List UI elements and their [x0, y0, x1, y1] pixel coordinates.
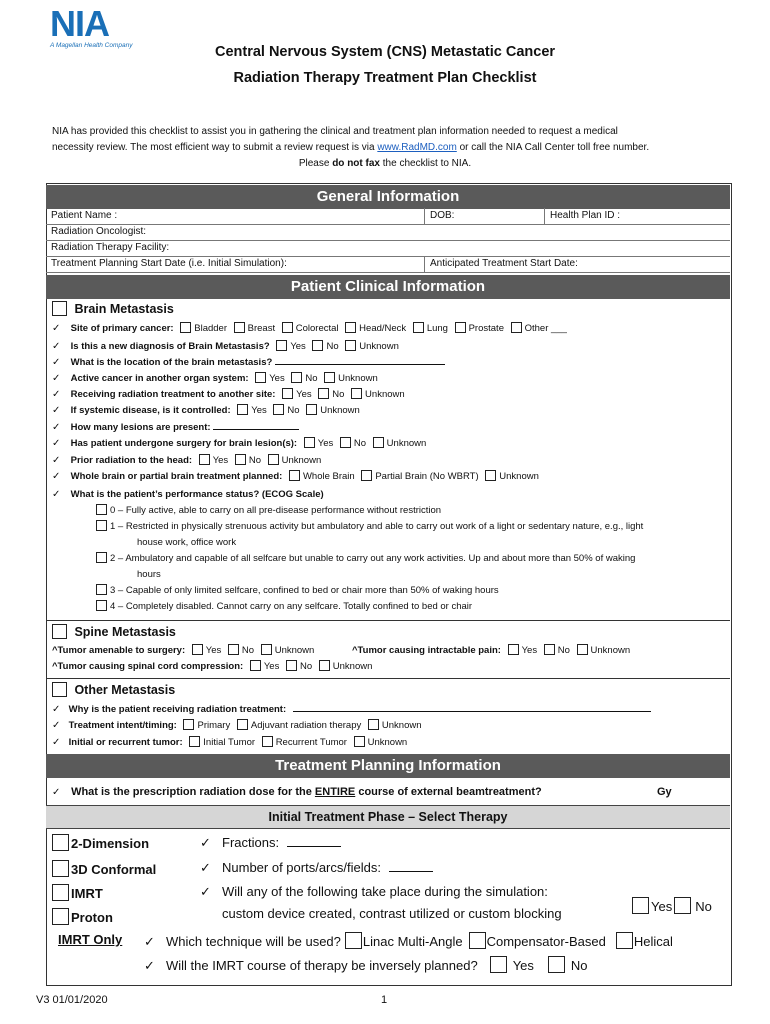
unknown-checkbox[interactable] — [485, 470, 496, 481]
unknown-label: Unknown — [338, 373, 378, 384]
no-label: No — [287, 405, 300, 416]
initial-tumor-checkbox[interactable] — [189, 736, 200, 747]
no-checkbox[interactable] — [312, 340, 323, 351]
partial-brain-label: Partial Brain (No WBRT) — [375, 471, 479, 482]
3d-conformal-checkbox[interactable] — [52, 860, 69, 877]
fractions-row — [200, 835, 341, 851]
bladder-checkbox[interactable] — [180, 322, 191, 333]
intro-line1: NIA has provided this checklist to assist you in gathering the clinical and treatment plan information needed to request a medical — [52, 126, 618, 137]
check-icon: ✓ — [52, 471, 61, 482]
yes-checkbox[interactable] — [304, 437, 315, 448]
location-input[interactable] — [275, 364, 445, 365]
brain-metastasis-label: Brain Metastasis — [74, 302, 174, 316]
dob-field[interactable]: DOB: — [424, 208, 544, 224]
no-label: No — [695, 899, 712, 914]
spine-metastasis-label: Spine Metastasis — [74, 625, 176, 639]
patient-name-field[interactable]: Patient Name : — [51, 210, 118, 221]
intent-question: Treatment intent/timing: — [68, 720, 177, 731]
simulation-options — [632, 897, 712, 914]
receiving-radiation-question: Receiving radiation treatment to another site: — [70, 389, 276, 400]
unknown-checkbox[interactable] — [324, 372, 335, 383]
prostate-label: Prostate — [468, 323, 504, 334]
other-site-label: Other ___ — [524, 323, 567, 334]
check-icon: ✓ — [52, 720, 61, 731]
unknown-label: Unknown — [590, 645, 631, 656]
check-icon: ✓ — [52, 323, 61, 334]
location-question: What is the location of the brain metastasis? — [70, 357, 273, 368]
intro-line3-post: the checklist to NIA. — [379, 158, 472, 169]
receiving-radiation-row — [52, 387, 405, 403]
no-checkbox[interactable] — [228, 644, 239, 655]
3d-conformal-label: 3D Conformal — [71, 862, 157, 877]
helical-checkbox[interactable] — [616, 932, 633, 949]
whole-brain-question: Whole brain or partial brain treatment planned: — [70, 471, 283, 482]
intro-paragraph — [52, 124, 718, 172]
yes-checkbox[interactable] — [632, 897, 649, 914]
location-row — [52, 355, 445, 371]
radmd-link[interactable]: www.RadMD.com — [377, 142, 457, 153]
check-icon: ✓ — [200, 835, 211, 850]
initial-recurrent-row — [52, 735, 407, 751]
no-checkbox[interactable] — [286, 660, 297, 671]
check-icon: ✓ — [52, 341, 61, 352]
check-icon: ✓ — [52, 455, 61, 466]
spine-metastasis-checkbox[interactable] — [52, 624, 67, 639]
no-label: No — [326, 341, 339, 352]
check-icon: ✓ — [52, 704, 61, 715]
imrt-checkbox[interactable] — [52, 884, 69, 901]
intro-no-fax: do not fax — [332, 158, 380, 169]
yes-checkbox[interactable] — [199, 454, 210, 465]
ecog-1 — [94, 519, 724, 535]
brain-metastasis-option[interactable] — [52, 300, 174, 318]
no-label: No — [557, 645, 570, 656]
amenable-row — [52, 643, 314, 659]
ecog-3 — [94, 583, 724, 599]
imrt-only-text: IMRT Only — [58, 932, 123, 947]
yes-checkbox[interactable] — [508, 644, 519, 655]
ecog-0 — [94, 503, 724, 519]
amenable-question: ^Tumor amenable to surgery: — [52, 645, 186, 656]
new-diagnosis-question: Is this a new diagnosis of Brain Metastasis? — [70, 341, 270, 352]
ecog-3-label: 3 – Capable of only limited selfcare, confined to bed or chair more than 50% of waking hours — [110, 585, 499, 596]
imrt-only-label — [58, 932, 122, 947]
ecog-4 — [94, 599, 724, 615]
imrt-label: IMRT — [71, 886, 103, 901]
unknown-checkbox[interactable] — [268, 454, 279, 465]
no-label: No — [305, 373, 318, 384]
yes-label: Yes — [512, 958, 534, 973]
unknown-checkbox[interactable] — [577, 644, 588, 655]
ecog-1-checkbox[interactable] — [96, 520, 107, 531]
compression-row — [52, 659, 372, 675]
no-label: No — [570, 958, 588, 973]
check-icon: ✓ — [52, 787, 61, 798]
ecog-1-label: 1 – Restricted in physically strenuous activity but ambulatory and able to carry out work of a light or sedentary nature, e.g., light — [110, 521, 644, 532]
ports-label: Number of ports/arcs/fields: — [222, 860, 381, 875]
check-icon: ✓ — [200, 884, 211, 899]
why-question: Why is the patient receiving radiation treatment: — [68, 704, 287, 715]
brain-metastasis-checkbox[interactable] — [52, 301, 67, 316]
ecog-2-cont: hours — [137, 569, 161, 580]
no-checkbox[interactable] — [674, 897, 691, 914]
simulation-row — [200, 884, 548, 900]
divider — [46, 678, 730, 679]
unknown-label: Unknown — [367, 737, 408, 748]
clinical-info-header: Patient Clinical Information — [46, 275, 730, 299]
no-label: No — [299, 661, 313, 672]
check-icon: ✓ — [200, 860, 211, 875]
treatment-planning-header: Treatment Planning Information — [46, 754, 730, 778]
unknown-label: Unknown — [359, 341, 399, 352]
yes-checkbox[interactable] — [250, 660, 261, 671]
version-label: V3 01/01/2020 — [36, 994, 108, 1006]
proton-label: Proton — [71, 910, 113, 925]
whole-brain-checkbox[interactable] — [289, 470, 300, 481]
compensator-checkbox[interactable] — [469, 932, 486, 949]
check-icon: ✓ — [52, 489, 61, 500]
linac-label: Linac Multi-Angle — [362, 934, 463, 949]
ecog-4-checkbox[interactable] — [96, 600, 107, 611]
dose-entire: ENTIRE — [314, 786, 356, 798]
two-dimension-label: 2-Dimension — [71, 836, 150, 851]
pain-row — [352, 643, 630, 659]
no-label: No — [248, 455, 261, 466]
intro-line2-post: or call the NIA Call Center toll free number. — [456, 142, 650, 153]
check-icon: ✓ — [52, 389, 61, 400]
doc-title-line2: Radiation Therapy Treatment Plan Checklist — [233, 70, 537, 86]
yes-label: Yes — [521, 645, 538, 656]
no-label: No — [353, 438, 367, 449]
dose-question-pre: What is the prescription radiation dose for the — [71, 786, 315, 798]
intent-row — [52, 718, 422, 734]
unknown-checkbox[interactable] — [368, 719, 379, 730]
lesions-row — [52, 420, 299, 436]
other-metastasis-label: Other Metastasis — [74, 683, 176, 697]
radiation-facility-field[interactable]: Radiation Therapy Facility: — [51, 242, 170, 253]
dose-row — [52, 784, 542, 801]
unknown-label: Unknown — [332, 661, 373, 672]
no-checkbox[interactable] — [291, 372, 302, 383]
primary-label: Primary — [197, 720, 231, 731]
dose-question-post: course of external beamtreatment? — [355, 786, 542, 798]
yes-checkbox[interactable] — [237, 404, 248, 415]
ecog-question-row — [52, 487, 324, 503]
logo-wordmark: NIA — [50, 3, 109, 44]
check-icon: ✓ — [52, 438, 61, 449]
spine-metastasis-option[interactable] — [52, 623, 176, 641]
facility-row — [46, 240, 730, 257]
unknown-checkbox[interactable] — [319, 660, 330, 671]
yes-checkbox[interactable] — [282, 388, 293, 399]
ecog-0-checkbox[interactable] — [96, 504, 107, 515]
linac-checkbox[interactable] — [345, 932, 362, 949]
patient-name-row — [46, 208, 730, 225]
lesions-input[interactable] — [213, 429, 299, 430]
why-input[interactable] — [293, 711, 651, 712]
unknown-label: Unknown — [381, 720, 422, 731]
no-label: No — [332, 389, 345, 400]
prior-radiation-question: Prior radiation to the head: — [70, 455, 193, 466]
general-info-header: General Information — [46, 185, 730, 209]
unknown-label: Unknown — [365, 389, 405, 400]
proton-checkbox[interactable] — [52, 908, 69, 925]
no-checkbox[interactable] — [340, 437, 351, 448]
logo-tagline: A Magellan Health Company — [50, 42, 133, 49]
page-number: 1 — [381, 994, 388, 1006]
yes-checkbox[interactable] — [276, 340, 287, 351]
check-icon: ✓ — [144, 934, 155, 949]
dates-row — [46, 256, 730, 273]
yes-label: Yes — [317, 438, 334, 449]
breast-label: Breast — [247, 323, 276, 334]
no-checkbox[interactable] — [235, 454, 246, 465]
other-metastasis-option[interactable] — [52, 681, 175, 699]
ports-row — [200, 860, 433, 876]
unknown-checkbox[interactable] — [261, 644, 272, 655]
yes-checkbox[interactable] — [255, 372, 266, 383]
compensator-label: Compensator-Based — [486, 934, 606, 949]
planning-start-date-field[interactable]: Treatment Planning Start Date (i.e. Initial Simulation): — [51, 258, 287, 269]
head-neck-checkbox[interactable] — [345, 322, 356, 333]
technique-question: Which technique will be used? — [166, 934, 341, 949]
active-cancer-question: Active cancer in another organ system: — [70, 373, 249, 384]
initial-tumor-label: Initial Tumor — [203, 737, 256, 748]
technique-row — [144, 932, 673, 950]
recurrent-tumor-checkbox[interactable] — [262, 736, 273, 747]
intro-line2-pre: necessity review. The most efficient way to submit a review request is via — [52, 142, 378, 153]
yes-label: Yes — [290, 341, 306, 352]
ecog-question: What is the patient’s performance status? (ECOG Scale) — [70, 489, 324, 500]
initial-recurrent-question: Initial or recurrent tumor: — [68, 737, 183, 748]
intro-line2 — [52, 140, 718, 156]
colorectal-checkbox[interactable] — [282, 322, 293, 333]
divider — [46, 620, 730, 621]
proton-option[interactable] — [52, 908, 113, 925]
yes-label: Yes — [205, 645, 222, 656]
yes-label: Yes — [263, 661, 280, 672]
ports-input[interactable] — [389, 871, 433, 872]
pain-question: ^Tumor causing intractable pain: — [352, 645, 501, 656]
ecog-1-cont: house work, office work — [137, 537, 237, 548]
ecog-0-label: 0 – Fully active, able to carry on all pre-disease performance without restriction — [110, 505, 442, 516]
fractions-label: Fractions: — [222, 835, 280, 850]
no-checkbox[interactable] — [544, 644, 555, 655]
partial-brain-checkbox[interactable] — [361, 470, 372, 481]
yes-checkbox[interactable] — [192, 644, 203, 655]
other-site-checkbox[interactable] — [511, 322, 522, 333]
unknown-label: Unknown — [281, 455, 322, 466]
imrt-option[interactable] — [52, 884, 103, 901]
lung-label: Lung — [426, 323, 448, 334]
active-cancer-row — [52, 371, 378, 387]
simulation-question-line2: custom device created, contrast utilized or custom blocking — [222, 906, 562, 921]
why-row — [52, 702, 651, 718]
anticipated-start-date-field[interactable]: Anticipated Treatment Start Date: — [424, 256, 730, 272]
adjuvant-label: Adjuvant radiation therapy — [250, 720, 362, 731]
yes-label: Yes — [251, 405, 267, 416]
check-icon: ✓ — [52, 357, 61, 368]
unknown-checkbox[interactable] — [345, 340, 356, 351]
gy-unit — [657, 784, 672, 800]
inverse-question: Will the IMRT course of therapy be inversely planned? — [166, 958, 478, 973]
no-label: No — [241, 645, 255, 656]
fractions-input[interactable] — [287, 846, 341, 847]
systemic-disease-row — [52, 403, 360, 419]
two-dimension-option[interactable] — [52, 834, 149, 851]
whole-brain-row — [52, 469, 539, 485]
site-of-primary-row — [52, 321, 567, 337]
unknown-checkbox[interactable] — [306, 404, 317, 415]
initial-phase-header: Initial Treatment Phase – Select Therapy — [46, 805, 730, 829]
no-checkbox[interactable] — [318, 388, 329, 399]
yes-label: Yes — [651, 899, 673, 914]
unknown-label: Unknown — [499, 471, 539, 482]
3d-conformal-option[interactable] — [52, 860, 156, 877]
other-metastasis-checkbox[interactable] — [52, 682, 67, 697]
lesions-question: How many lesions are present: — [70, 422, 211, 433]
ecog-3-checkbox[interactable] — [96, 584, 107, 595]
site-question: Site of primary cancer: — [70, 323, 174, 334]
primary-checkbox[interactable] — [183, 719, 194, 730]
check-icon: ✓ — [144, 958, 155, 973]
prior-radiation-row — [52, 453, 321, 469]
no-checkbox[interactable] — [273, 404, 284, 415]
check-icon: ✓ — [52, 737, 61, 748]
gy-label: Gy — [657, 786, 672, 798]
unknown-checkbox[interactable] — [351, 388, 362, 399]
radiation-oncologist-field[interactable]: Radiation Oncologist: — [51, 226, 147, 237]
colorectal-label: Colorectal — [295, 323, 339, 334]
recurrent-tumor-label: Recurrent Tumor — [275, 737, 347, 748]
simulation-question-line1: Will any of the following take place during the simulation: — [222, 884, 548, 899]
intro-line3 — [52, 156, 718, 172]
yes-checkbox[interactable] — [490, 956, 507, 973]
two-dimension-checkbox[interactable] — [52, 834, 69, 851]
unknown-label: Unknown — [274, 645, 315, 656]
systemic-disease-question: If systemic disease, is it controlled: — [70, 405, 231, 416]
yes-label: Yes — [269, 373, 285, 384]
ecog-2 — [94, 551, 724, 567]
unknown-checkbox[interactable] — [373, 437, 384, 448]
inverse-row — [144, 956, 588, 974]
new-diagnosis-row — [52, 339, 399, 355]
check-icon: ✓ — [52, 373, 61, 384]
no-checkbox[interactable] — [548, 956, 565, 973]
lung-checkbox[interactable] — [413, 322, 424, 333]
yes-label: Yes — [296, 389, 312, 400]
unknown-label: Unknown — [386, 438, 427, 449]
ecog-2-label: 2 – Ambulatory and capable of all selfcare but unable to carry out any work activities. Up and about more than 50% of waking — [110, 553, 636, 564]
compression-question: ^Tumor causing spinal cord compression: — [52, 661, 244, 672]
unknown-label: Unknown — [320, 405, 360, 416]
ecog-2-checkbox[interactable] — [96, 552, 107, 563]
oncologist-row — [46, 224, 730, 241]
unknown-checkbox[interactable] — [354, 736, 365, 747]
head-neck-label: Head/Neck — [359, 323, 407, 334]
whole-brain-label: Whole Brain — [302, 471, 355, 482]
check-icon: ✓ — [52, 405, 61, 416]
surgery-row — [52, 436, 426, 452]
prostate-checkbox[interactable] — [455, 322, 466, 333]
ecog-4-label: 4 – Completely disabled. Cannot carry on any selfcare. Totally confined to bed or chair — [110, 601, 473, 612]
breast-checkbox[interactable] — [234, 322, 245, 333]
health-plan-id-field[interactable]: Health Plan ID : — [544, 208, 730, 224]
surgery-question: Has patient undergone surgery for brain lesion(s): — [70, 438, 298, 449]
bladder-label: Bladder — [194, 323, 227, 334]
intro-line3-pre: Please — [298, 158, 333, 169]
yes-label: Yes — [212, 455, 229, 466]
adjuvant-checkbox[interactable] — [237, 719, 248, 730]
doc-title-line1: Central Nervous System (CNS) Metastatic Cancer — [214, 44, 556, 60]
helical-label: Helical — [633, 934, 673, 949]
ecog-options — [94, 503, 724, 615]
check-icon: ✓ — [52, 422, 61, 433]
